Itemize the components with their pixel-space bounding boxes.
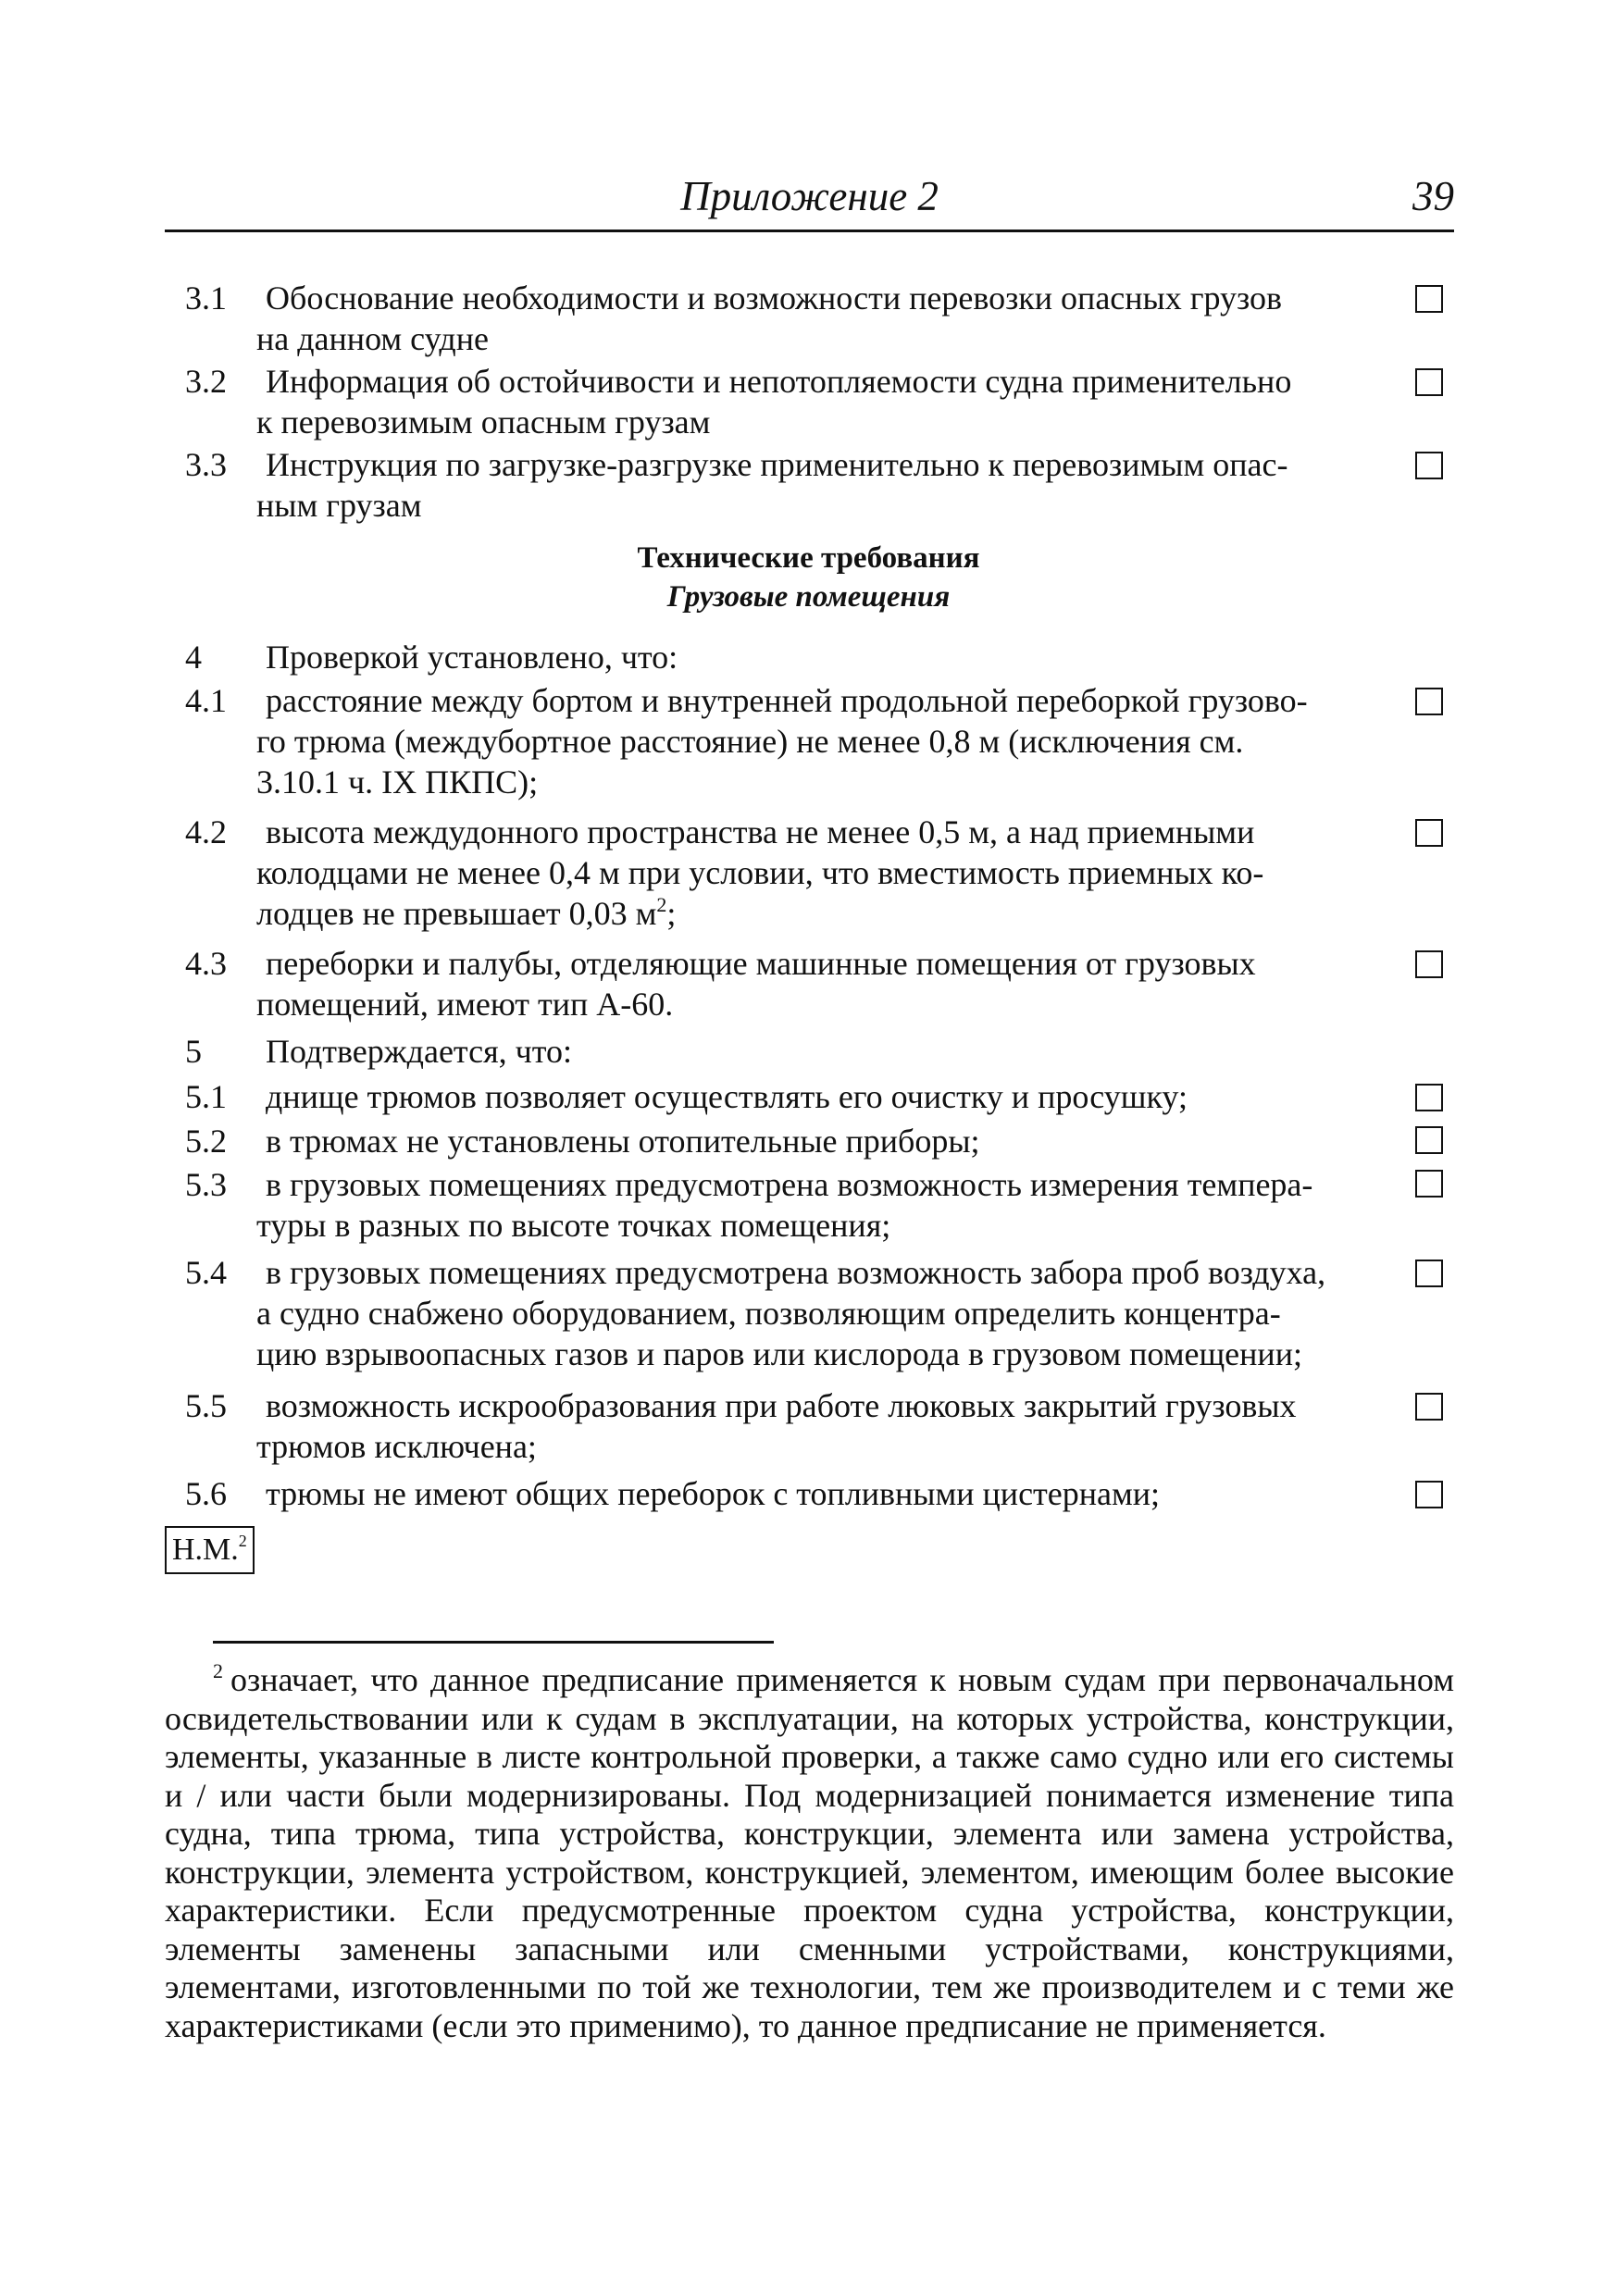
footnote-divider	[213, 1641, 774, 1644]
checkbox[interactable]	[1415, 819, 1443, 847]
item-number: 3.3	[185, 446, 227, 483]
footnote-mark: 2	[213, 1659, 223, 1682]
checkbox[interactable]	[1415, 1084, 1443, 1111]
item-text: высота междудонного пространства не менее 0,5 м, а над приемными колодцами не менее 0,4 м при условии, что вместимость приемных ко- лодцев не превышает 0,03 $м^2$;	[256, 813, 1264, 932]
footnote	[165, 1661, 1454, 2045]
checkbox[interactable]	[1415, 452, 1443, 479]
item-text: в грузовых помещениях предусмотрена возможность забора проб воздуха, а судно снабжено оборудованием, позволяющим определить концентра- цию взрывоопасных газов и паров или кислорода в грузовом помещении;	[256, 1254, 1326, 1372]
item-number: 5.5	[185, 1387, 227, 1424]
checkbox[interactable]	[1415, 1481, 1443, 1508]
item-text: расстояние между бортом и внутренней продольной переборкой грузово- го трюма (междубортное расстояние) не менее 0,8 м (исключения см. 3.10.1 ч. IX ПКПС);	[256, 682, 1308, 800]
checkbox[interactable]	[1415, 688, 1443, 715]
footnote-text: означает, что данное предписание применяется к новым судам при первоначальном освидетельствовании или к судам в эксплуатации, на которых устройства, конструкции, элементы, указанные в листе контрольной проверки, а также само судно или его системы и / или части были модернизированы. Под модернизацией понимается изменение типа судна, типа трюма, типа устройства, конструкции, элемента или замена устройства, конструкции, элемента устройством, конструкцией, элементом, имеющим более высокие характеристики. Если предусмотренные проектом судна устройства, конструкции, элементы заменены запасными или сменными устройствами, конструкциями, элементами, изготовленными по той же технологии, тем же производителем и с теми же характеристиками (если это применимо), то данное предписание не применяется.	[165, 1661, 1454, 2044]
item-number: 5	[185, 1033, 202, 1070]
nm-label: Н.М.	[172, 1533, 239, 1567]
item-text: Обоснование необходимости и возможности перевозки опасных грузов на данном судне	[256, 279, 1283, 357]
checkbox[interactable]	[1415, 1260, 1443, 1287]
checkbox[interactable]	[1415, 1126, 1443, 1154]
page-header	[165, 168, 1454, 232]
item-number: 5.2	[185, 1123, 227, 1160]
header-title: Приложение 2	[680, 173, 939, 219]
item-number: 4.1	[185, 682, 227, 719]
item-text: днище трюмов позволяет осуществлять его очистку и просушку;	[266, 1078, 1188, 1115]
item-number: 4	[185, 639, 202, 676]
item-number: 5.4	[185, 1254, 227, 1291]
item-number: 5.3	[185, 1166, 227, 1203]
superscript: 2	[656, 893, 667, 916]
item-text: трюмы не имеют общих переборок с топливными цистернами;	[266, 1475, 1161, 1512]
item-text: переборки и палубы, отделяющие машинные помещения от грузовых помещений, имеют тип А-60.	[256, 945, 1256, 1023]
nm-footnote-ref: 2	[238, 1532, 247, 1550]
item-text: Информация об остойчивости и непотопляемости судна применительно к перевозимым опасным грузам	[256, 363, 1292, 441]
item-number: 4.3	[185, 945, 227, 982]
item-text: Инструкция по загрузке-разгрузке применительно к перевозимым опас- ным грузам	[256, 446, 1288, 524]
checkbox[interactable]	[1415, 368, 1443, 396]
nm-mark-box	[165, 1526, 255, 1574]
checkbox[interactable]	[1415, 1170, 1443, 1198]
checkbox[interactable]	[1415, 950, 1443, 978]
item-number: 3.1	[185, 279, 227, 316]
item-number: 5.1	[185, 1078, 227, 1115]
section-subtitle: Грузовые помещения	[666, 580, 951, 614]
item-text: Подтверждается, что:	[266, 1033, 572, 1070]
item-number: 4.2	[185, 813, 227, 850]
item-number: 3.2	[185, 363, 227, 400]
item-text: возможность искрообразования при работе люковых закрытий грузовых трюмов исключена;	[256, 1387, 1297, 1465]
item-text: Проверкой установлено, что:	[266, 639, 678, 676]
page-number: 39	[1412, 173, 1454, 219]
checkbox[interactable]	[1415, 1393, 1443, 1421]
item-text: в грузовых помещениях предусмотрена возможность измерения темпера- туры в разных по высоте точках помещения;	[256, 1166, 1313, 1244]
item-number: 5.6	[185, 1475, 227, 1512]
checkbox[interactable]	[1415, 285, 1443, 313]
item-text: в трюмах не установлены отопительные приборы;	[266, 1123, 980, 1160]
section-title: Технические требования	[637, 541, 980, 575]
